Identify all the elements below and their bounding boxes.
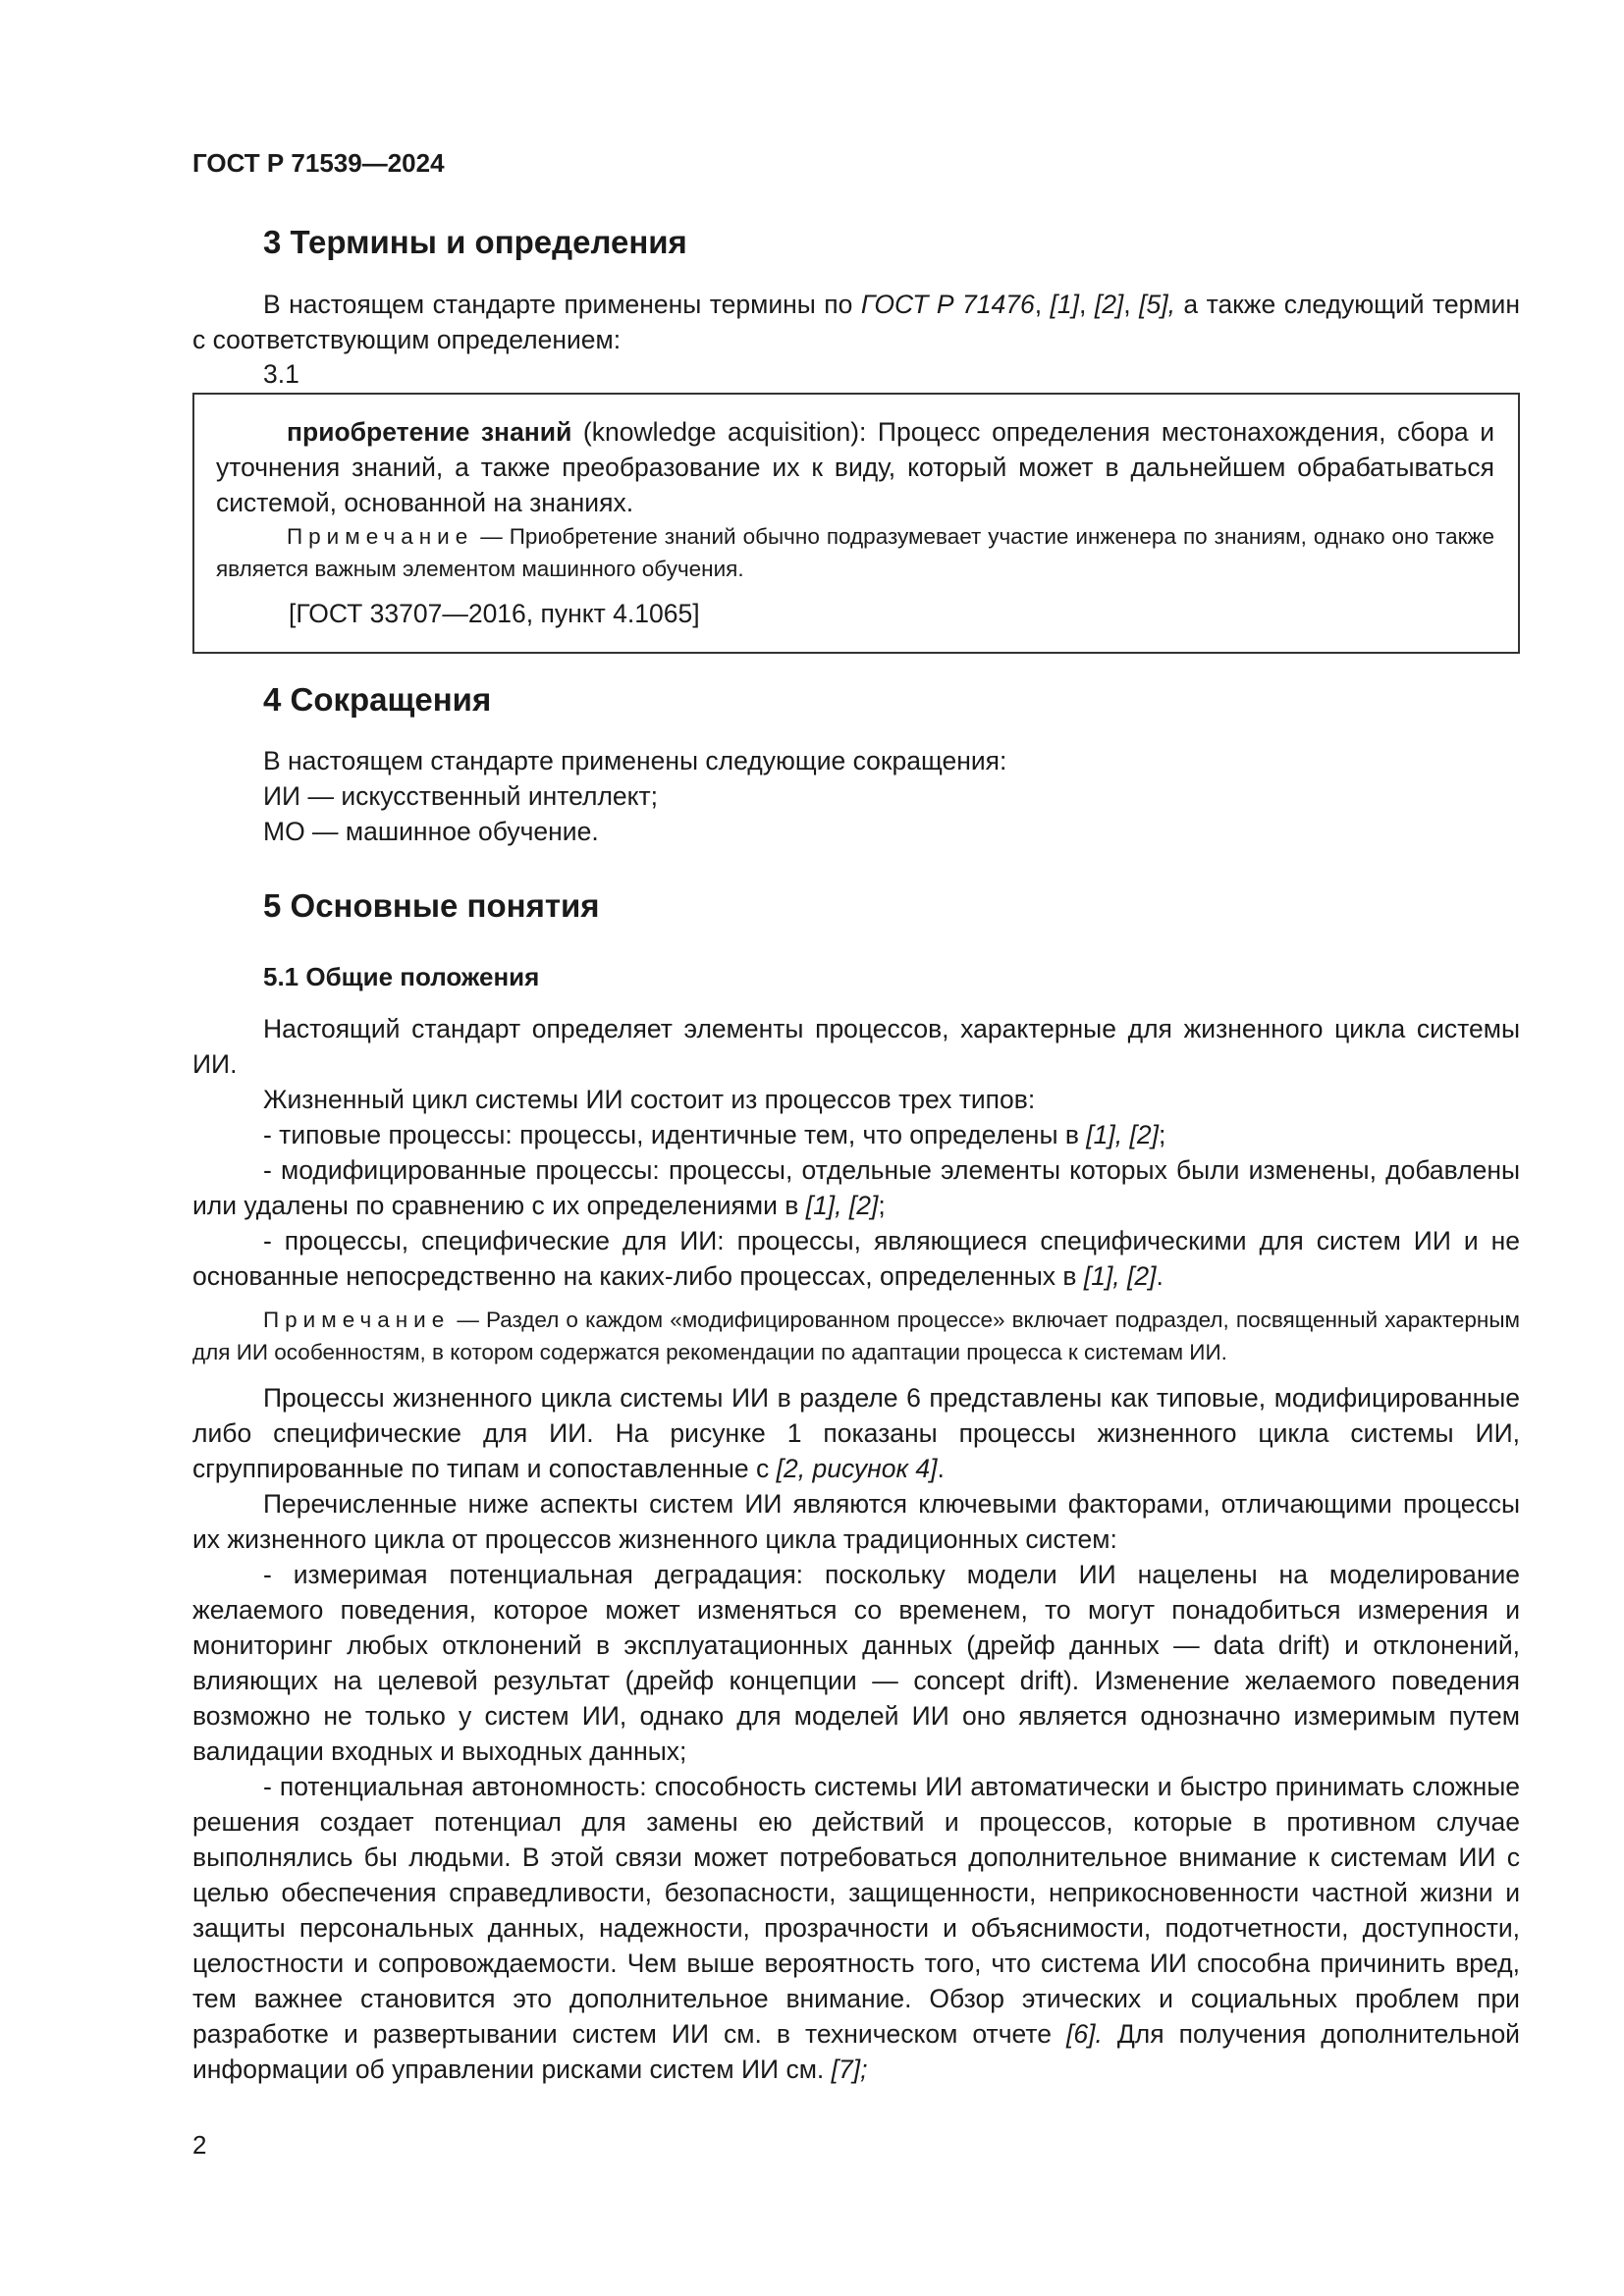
term-definition-box xyxy=(192,393,1520,654)
list-item: - модифицированные процессы: процессы, отдельные элементы которых были изменены, добавлены или удалены по сравнению с их определениями в [1], [2]; xyxy=(192,1155,1520,1220)
list-item: - типовые процессы: процессы, идентичные тем, что определены в [1], [2]; xyxy=(263,1120,1166,1149)
paragraph: Перечисленные ниже аспекты систем ИИ являются ключевыми факторами, отличающими процессы их жизненного цикла от процессов жизненного цикла традиционных систем: xyxy=(192,1489,1520,1554)
section-3-intro: В настоящем стандарте применены термины по ГОСТ Р 71476, [1], [2], [5], а также следующий термин с соответствующим определением: xyxy=(192,290,1520,354)
ref-5: [5], xyxy=(1139,290,1175,319)
abbreviations-intro: В настоящем стандарте применены следующие сокращения: xyxy=(263,746,1007,775)
term-definition: приобретение знаний (knowledge acquisition): Процесс определения местонахождения, сбора и уточнения знаний, а также преобразование их к виду, который может в дальнейшем обрабатываться системой, основанной на знаниях. xyxy=(216,417,1494,517)
page-number: 2 xyxy=(192,2130,207,2160)
list-item: - потенциальная автономность: способность системы ИИ автоматически и быстро принимать сложные решения создает потенциал для замены ею действий и процессов, которые в противном случае выполнялись бы людьми. В этой связи может потребоваться дополнительное внимание к системам ИИ с целью обеспечения справедливости, безопасности, защищенности, неприкосновенности частной жизни и защиты персональных данных, надежности, прозрачности и объяснимости, подотчетности, доступности, целостности и сопровождаемости. Чем выше вероятность того, что система ИИ способна причинить вред, тем важнее становится это дополнительное внимание. Обзор этических и социальных проблем при разработке и развертывании систем ИИ см. в техническом отчете [6]. Для получения дополнительной информации об управлении рисками систем ИИ см. [7]; xyxy=(192,1772,1520,2084)
section-3-heading: 3 Термины и определения xyxy=(263,224,687,260)
ref-gost-71476: ГОСТ Р 71476 xyxy=(860,290,1035,319)
ref-2: [2] xyxy=(1094,290,1124,319)
section-4-heading: 4 Сокращения xyxy=(263,681,492,718)
abbreviation-item: ИИ — искусственный интеллект; xyxy=(263,781,659,811)
list-item: - измеримая потенциальная деградация: поскольку модели ИИ нацелены на моделирование желаемого поведения, которое может изменяться со временем, то могут понадобиться измерения и мониторинг любых отклонений в эксплуатационных данных (дрейф данных — data drift) и отклонений, влияющих на целевой результат (дрейф концепции — concept drift). Изменение желаемого поведения возможно не только у систем ИИ, однако для моделей ИИ оно является однозначно измеримым путем валидации входных и выходных данных; xyxy=(192,1560,1520,1766)
section-5-heading: 5 Основные понятия xyxy=(263,887,600,924)
section-5-note: Примечание — Раздел о каждом «модифицированном процессе» включает подраздел, посвященный характерным для ИИ особенностям, в котором содержатся рекомендации по адаптации процесса к системам ИИ. xyxy=(192,1308,1520,1364)
paragraph: Настоящий стандарт определяет элементы процессов, характерные для жизненного цикла системы ИИ. xyxy=(192,1014,1520,1079)
term-citation: [ГОСТ 33707—2016, пункт 4.1065] xyxy=(289,599,700,628)
ref-1: [1] xyxy=(1050,290,1079,319)
abbreviation-item: МО — машинное обучение. xyxy=(263,817,599,846)
list-item: - процессы, специфические для ИИ: процессы, являющиеся специфическими для систем ИИ и не основанные непосредственно на каких-либо процессах, определенных в [1], [2]. xyxy=(192,1226,1520,1291)
term-name: приобретение знаний xyxy=(287,417,572,447)
standard-designation: ГОСТ Р 71539—2024 xyxy=(192,148,445,178)
paragraph: Жизненный цикл системы ИИ состоит из процессов трех типов: xyxy=(263,1085,1036,1114)
term-number: 3.1 xyxy=(263,359,299,389)
subsection-5-1-heading: 5.1 Общие положения xyxy=(263,962,540,991)
paragraph: Процессы жизненного цикла системы ИИ в разделе 6 представлены как типовые, модифицированные либо специфические для ИИ. На рисунке 1 показаны процессы жизненного цикла системы ИИ, сгруппированные по типам и сопоставленные с [2, рисунок 4]. xyxy=(192,1383,1520,1483)
term-note: Примечание — Приобретение знаний обычно подразумевает участие инженера по знаниям, однако оно также является важным элементом машинного обучения. xyxy=(216,524,1494,581)
